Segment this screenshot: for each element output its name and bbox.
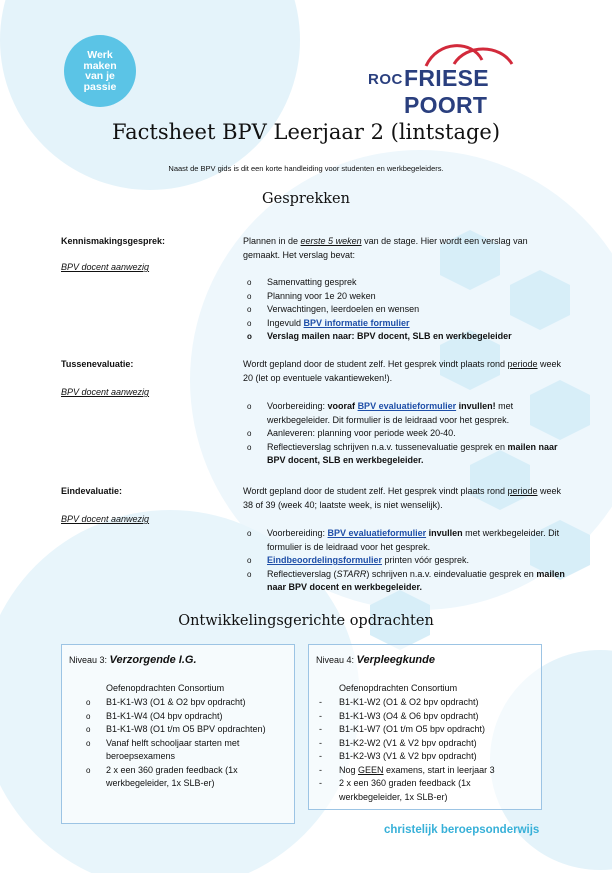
list-item: - Nog GEEN examens, start in leerjaar 3: [319, 764, 534, 778]
logo-name: FRIESE POORT: [404, 65, 489, 118]
section-heading-gesprekken: Gesprekken: [262, 191, 350, 207]
list-item: o Samenvatting gesprek: [247, 276, 567, 290]
list-item: o B1-K1-W8 (O1 t/m O5 BPV opdrachten): [86, 723, 286, 737]
bpv-informatie-formulier-link[interactable]: BPV informatie formulier: [303, 317, 410, 328]
list-item: o Voorbereiding: vooraf BPV evaluatieformulier invullen! met werkbegeleider. Dit formulier is de leidraad voor het gesprek.: [247, 400, 567, 427]
list-item: o Reflectieverslag (STARR) schrijven n.a.v. eindevaluatie gesprek en mailen naar BPV docent en werkbegeleider.: [247, 568, 569, 595]
footer-tagline: christelijk beroepsonderwijs: [384, 824, 540, 836]
list-item: o Verslag mailen naar: BPV docent, SLB en werkbegeleider: [247, 330, 567, 344]
intro-text: Naast de BPV gids is dit een korte handleiding voor studenten en werkbegeleiders.: [168, 164, 444, 173]
list-item: o Eindbeoordelingsformulier printen vóór gesprek.: [247, 554, 569, 568]
badge-line: passie: [83, 80, 117, 93]
list-item: o Vanaf helft schooljaar starten met beroepsexamens: [86, 737, 286, 764]
section-heading-opdrachten: Ontwikkelingsgerichte opdrachten: [178, 613, 434, 629]
roc-friese-poort-logo: [368, 38, 573, 118]
page-title: Factsheet BPV Leerjaar 2 (lintstage): [111, 120, 501, 144]
list-item: - B1-K1-W7 (O1 t/m O5 bpv opdracht): [319, 723, 534, 737]
eindevaluatie-label: Eindevaluatie:: [61, 486, 123, 496]
list-item: o B1-K1-W4 (O4 bpv opdracht): [86, 710, 286, 724]
niveau3-heading: Niveau 3: Verzorgende I.G.: [69, 654, 197, 666]
list-item: - 2 x een 360 graden feedback (1x werkbegeleider, 1x SLB-er): [319, 777, 534, 804]
list-item: - B1-K1-W2 (O1 & O2 bpv opdracht): [319, 696, 534, 710]
list-item: o Voorbereiding: BPV evaluatieformulier invullen met werkbegeleider. Dit formulier is de leidraad voor het gesprek.: [247, 527, 569, 554]
niveau3-list: [86, 696, 286, 791]
badge-line: van je: [85, 70, 115, 82]
list-item: o B1-K1-W3 (O1 & O2 bpv opdracht): [86, 696, 286, 710]
niveau4-list: [319, 696, 534, 804]
list-item: o Verwachtingen, leerdoelen en wensen: [247, 303, 567, 317]
tussenevaluatie-label: Tussenevaluatie:: [61, 359, 134, 369]
list-item: o Ingevuld BPV informatie formulier: [247, 317, 567, 331]
logo-swoosh-icon: [420, 38, 520, 68]
eindbeoordelingsformulier-link[interactable]: Eindbeoordelingsformulier: [267, 555, 383, 565]
kennismaking-docent-note: BPV docent aanwezig: [61, 262, 150, 272]
badge-line: maken: [83, 59, 117, 72]
tussenevaluatie-text: Wordt gepland door de student zelf. Het gesprek vindt plaats rond periode week 20 (let op eventuele vakantieweken!).: [243, 359, 562, 383]
logo-prefix: ROC: [368, 71, 403, 88]
niveau4-intro: Oefenopdrachten Consortium: [339, 683, 458, 693]
bpv-evaluatieformulier-link[interactable]: BPV evaluatieformulier: [327, 528, 427, 538]
bpv-evaluatieformulier-link[interactable]: BPV evaluatieformulier: [357, 401, 457, 411]
slogan-badge: [64, 35, 136, 107]
kennismaking-list: [247, 276, 567, 344]
list-item: o Planning voor 1e 20 weken: [247, 290, 567, 304]
list-item: o Aanleveren: planning voor periode week 20-40.: [247, 427, 567, 441]
eindevaluatie-list: [247, 527, 569, 595]
kennismaking-text: Plannen in de eerste 5 weken van de stage. Hier wordt een verslag van gemaakt. Het verslag bevat:: [243, 236, 528, 260]
tussenevaluatie-list: [247, 400, 567, 468]
badge-line: Werk: [87, 49, 113, 61]
emphasis: eerste 5 weken: [300, 236, 362, 246]
tussenevaluatie-docent-note: BPV docent aanwezig: [61, 387, 150, 397]
list-item: - B1-K2-W3 (V1 & V2 bpv opdracht): [319, 750, 534, 764]
eindevaluatie-text: Wordt gepland door de student zelf. Het gesprek vindt plaats rond periode week 38 of 39 (week 40; laatste week, is niet wenselijk).: [243, 486, 562, 510]
niveau3-box: [61, 644, 295, 824]
kennismaking-label: Kennismakingsgesprek:: [61, 236, 166, 246]
list-item: o 2 x een 360 graden feedback (1x werkbegeleider, 1x SLB-er): [86, 764, 286, 791]
list-item: o Reflectieverslag schrijven n.a.v. tussenevaluatie gesprek en mailen naar BPV docent, SLB en werkbegeleider.: [247, 441, 567, 468]
niveau4-box: [308, 644, 542, 810]
niveau4-heading: Niveau 4: Verpleegkunde: [316, 654, 435, 666]
list-item: - B1-K1-W3 (O4 & O6 bpv opdracht): [319, 710, 534, 724]
niveau3-intro: Oefenopdrachten Consortium: [106, 683, 225, 693]
eindevaluatie-docent-note: BPV docent aanwezig: [61, 514, 150, 524]
list-item: - B1-K2-W2 (V1 & V2 bpv opdracht): [319, 737, 534, 751]
